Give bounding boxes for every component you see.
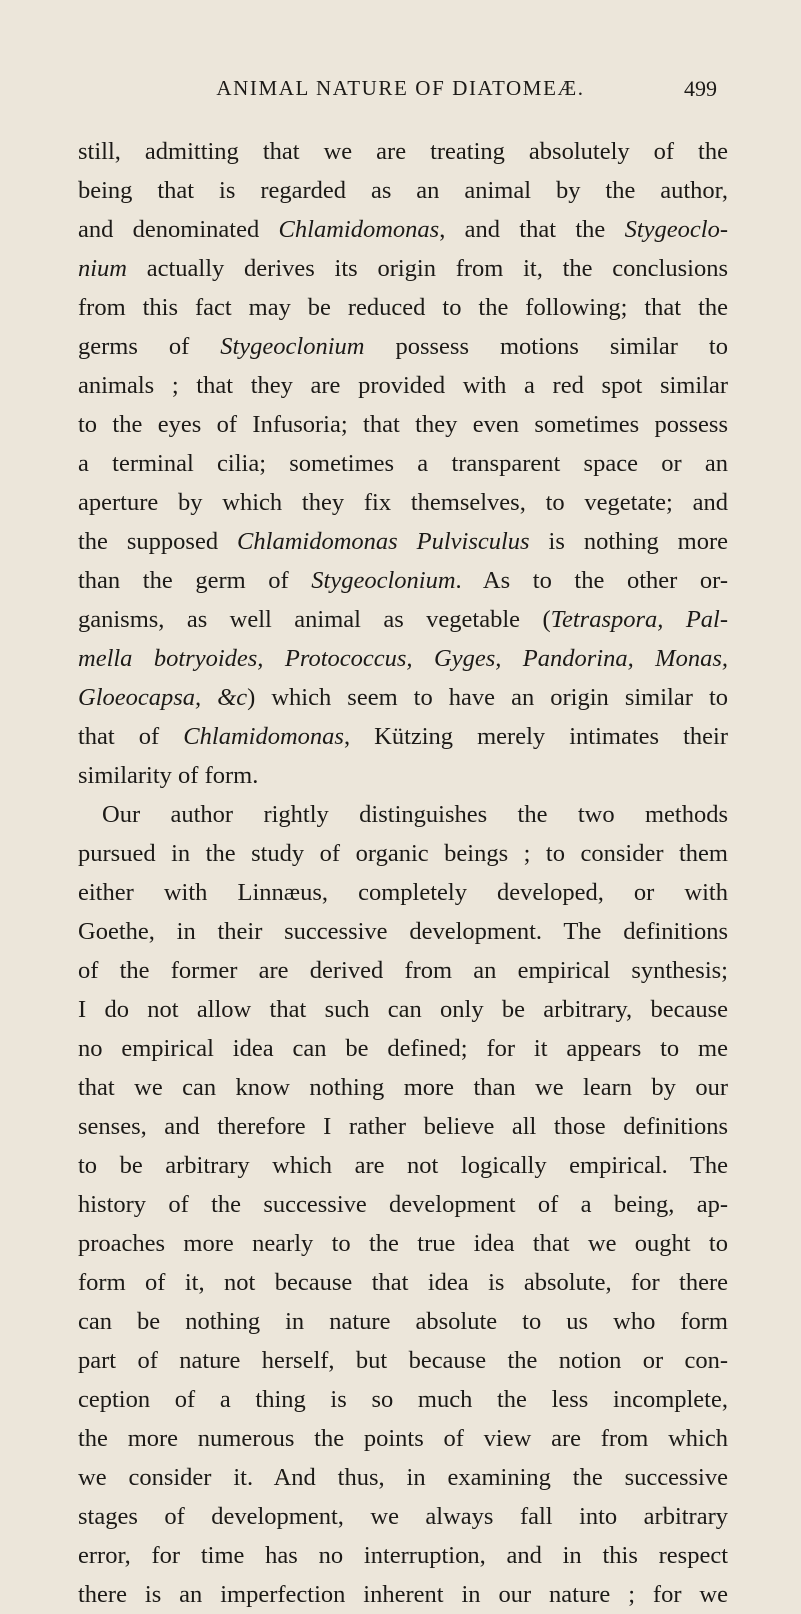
text-line: than the germ of Stygeoclonium. As to the other or- — [78, 567, 728, 594]
text-line: nium actually derives its origin from it, the conclusions — [78, 255, 728, 282]
text-line: to be arbitrary which are not logically empirical. The — [78, 1152, 728, 1179]
text-line: aperture by which they fix themselves, to vegetate; and — [78, 489, 728, 516]
running-title: ANIMAL NATURE OF DIATOMEÆ. — [216, 76, 585, 100]
text-line: there is an imperfection inherent in our nature ; for we — [78, 1581, 728, 1608]
text-line: the supposed Chlamidomonas Pulvisculus is nothing more — [78, 528, 729, 555]
text-line: no empirical idea can be defined; for it appears to me — [78, 1035, 728, 1062]
text-line: being that is regarded as an animal by the author, — [78, 177, 728, 204]
text-line: we consider it. And thus, in examining the successive — [78, 1464, 728, 1491]
text-line: proaches more nearly to the true idea that we ought to — [78, 1230, 728, 1257]
text-line: still, admitting that we are treating absolutely of the — [78, 138, 728, 165]
text-line: ganisms, as well animal as vegetable (Tetraspora, Pal- — [78, 606, 729, 633]
text-line: either with Linnæus, completely developed, or with — [78, 879, 728, 906]
text-line: stages of development, we always fall into arbitrary — [78, 1503, 728, 1530]
text-line: the more numerous the points of view are from which — [78, 1425, 728, 1452]
text-line: Gloeocapsa, &c) which seem to have an origin similar to — [78, 684, 728, 711]
text-line: error, for time has no interruption, and in this respect — [78, 1542, 728, 1569]
page-number: 499 — [684, 76, 717, 101]
text-line: Our author rightly distinguishes the two methods — [102, 801, 728, 828]
text-line: and denominated Chlamidomonas, and that the Stygeoclo- — [78, 216, 729, 243]
text-line: I do not allow that such can only be arbitrary, because — [78, 996, 728, 1023]
text-line: mella botryoides, Protococcus, Gyges, Pandorina, Monas, — [78, 645, 728, 672]
text-line: to the eyes of Infusoria; that they even sometimes possess — [78, 411, 728, 438]
text-line: ception of a thing is so much the less incomplete, — [78, 1386, 728, 1413]
text-line: that we can know nothing more than we learn by our — [78, 1074, 728, 1101]
text-line: Goethe, in their successive development. The definitions — [78, 918, 728, 945]
text-line: that of Chlamidomonas, Kützing merely intimates their — [78, 723, 728, 750]
text-line: form of it, not because that idea is absolute, for there — [78, 1269, 728, 1296]
text-line: from this fact may be reduced to the following; that the — [78, 294, 728, 321]
text-line: of the former are derived from an empirical synthesis; — [78, 957, 728, 984]
text-line: animals ; that they are provided with a red spot similar — [78, 372, 728, 399]
running-head — [0, 76, 801, 112]
text-line: senses, and therefore I rather believe all those definitions — [78, 1113, 728, 1140]
text-line: history of the successive development of a being, ap- — [78, 1191, 728, 1218]
text-line: pursued in the study of organic beings ; to consider them — [78, 840, 728, 867]
text-line: can be nothing in nature absolute to us who form — [78, 1308, 728, 1335]
text-line: a terminal cilia; sometimes a transparent space or an — [78, 450, 728, 477]
text-line: part of nature herself, but because the notion or con- — [78, 1347, 728, 1374]
text-line: germs of Stygeoclonium possess motions similar to — [78, 333, 728, 360]
text-line: similarity of form. — [78, 762, 259, 789]
body-text — [78, 132, 728, 1614]
